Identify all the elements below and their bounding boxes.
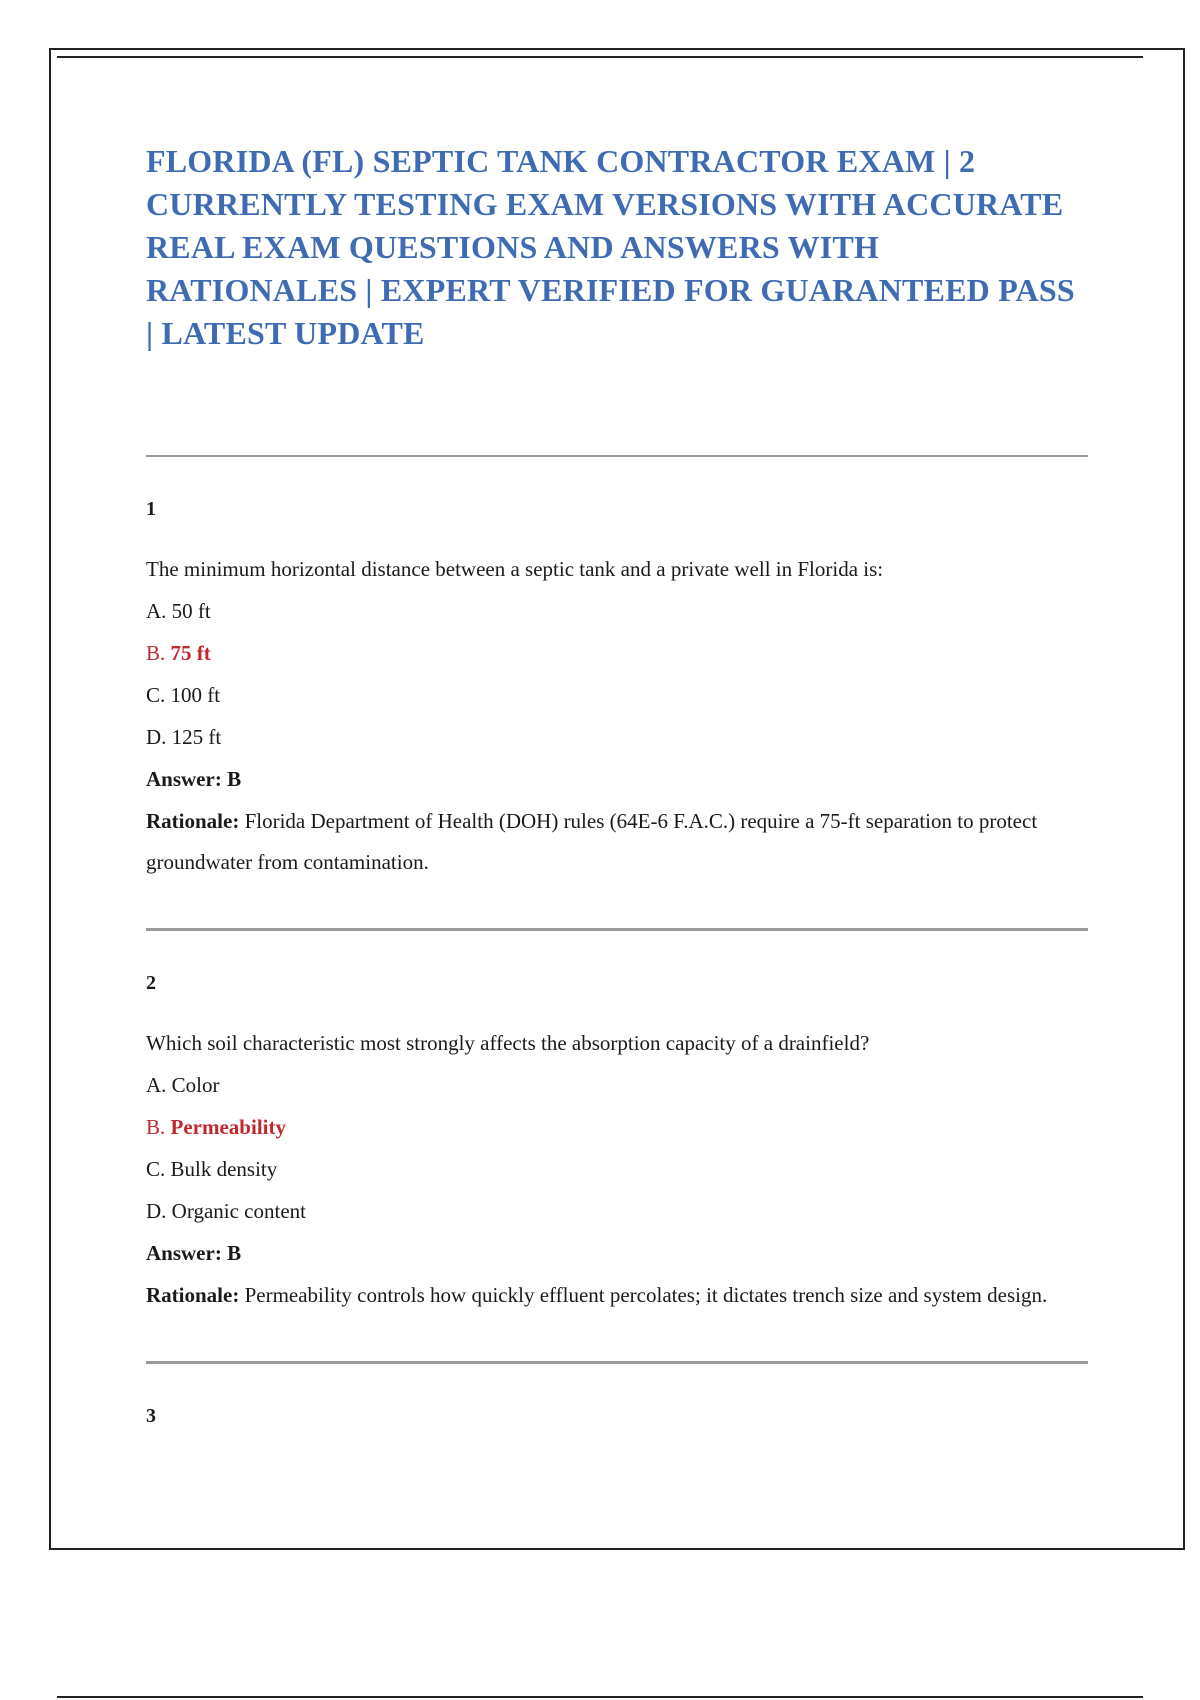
question-number: 2	[146, 972, 156, 994]
option-a	[146, 598, 1088, 625]
rationale-text: Florida Department of Health (DOH) rules (64E-6 F.A.C.) require a 75-ft separation to protect groundwater from contamination.	[146, 809, 1038, 874]
option-c	[146, 1156, 1088, 1183]
option-text: Organic content	[171, 1199, 306, 1223]
option-text: Bulk density	[170, 1157, 278, 1181]
question-block	[146, 971, 1088, 1361]
question-block	[146, 1404, 1088, 1428]
option-letter: A.	[146, 1073, 167, 1097]
option-text: Color	[171, 1073, 220, 1097]
option-c	[146, 682, 1088, 709]
document-content	[146, 140, 1088, 1428]
option-b-correct	[146, 640, 1088, 667]
option-text: 75 ft	[170, 641, 211, 665]
option-letter: B.	[146, 1115, 166, 1139]
option-d	[146, 1198, 1088, 1225]
rationale-label: Rationale:	[146, 809, 240, 833]
question-divider	[146, 928, 1088, 931]
option-letter: D.	[146, 1199, 167, 1223]
option-letter: A.	[146, 599, 167, 623]
question-divider	[146, 1361, 1088, 1364]
question-text: The minimum horizontal distance between a septic tank and a private well in Florida is:	[146, 557, 884, 581]
title-divider	[146, 455, 1088, 457]
option-text: 100 ft	[170, 683, 221, 707]
rationale	[146, 1275, 1088, 1316]
question-number: 1	[146, 498, 156, 520]
rationale-text: Permeability controls how quickly effluent percolates; it dictates trench size and system design.	[244, 1283, 1048, 1307]
option-b-correct	[146, 1114, 1088, 1141]
rationale	[146, 801, 1088, 883]
question-text: Which soil characteristic most strongly affects the absorption capacity of a drainfield?	[146, 1031, 870, 1055]
option-a	[146, 1072, 1088, 1099]
question-block	[146, 497, 1088, 928]
footer-rule	[57, 1696, 1143, 1698]
option-letter: C.	[146, 1157, 166, 1181]
option-text: Permeability	[170, 1115, 286, 1139]
option-letter: C.	[146, 683, 166, 707]
option-text: 125 ft	[171, 725, 222, 749]
header-rule	[57, 56, 1143, 58]
option-letter: D.	[146, 725, 167, 749]
option-letter: B.	[146, 641, 166, 665]
answer-line: Answer: B	[146, 1241, 242, 1265]
question-number: 3	[146, 1405, 156, 1427]
option-text: 50 ft	[171, 599, 211, 623]
rationale-label: Rationale:	[146, 1283, 240, 1307]
document-title: FLORIDA (FL) SEPTIC TANK CONTRACTOR EXAM | 2 CURRENTLY TESTING EXAM VERSIONS WITH ACCURATE REAL EXAM QUESTIONS AND ANSWERS WITH RATIONALES | EXPERT VERIFIED FOR GUARANTEED PASS | LATEST UPDATE	[146, 143, 1075, 351]
option-d	[146, 724, 1088, 751]
answer-line: Answer: B	[146, 767, 242, 791]
